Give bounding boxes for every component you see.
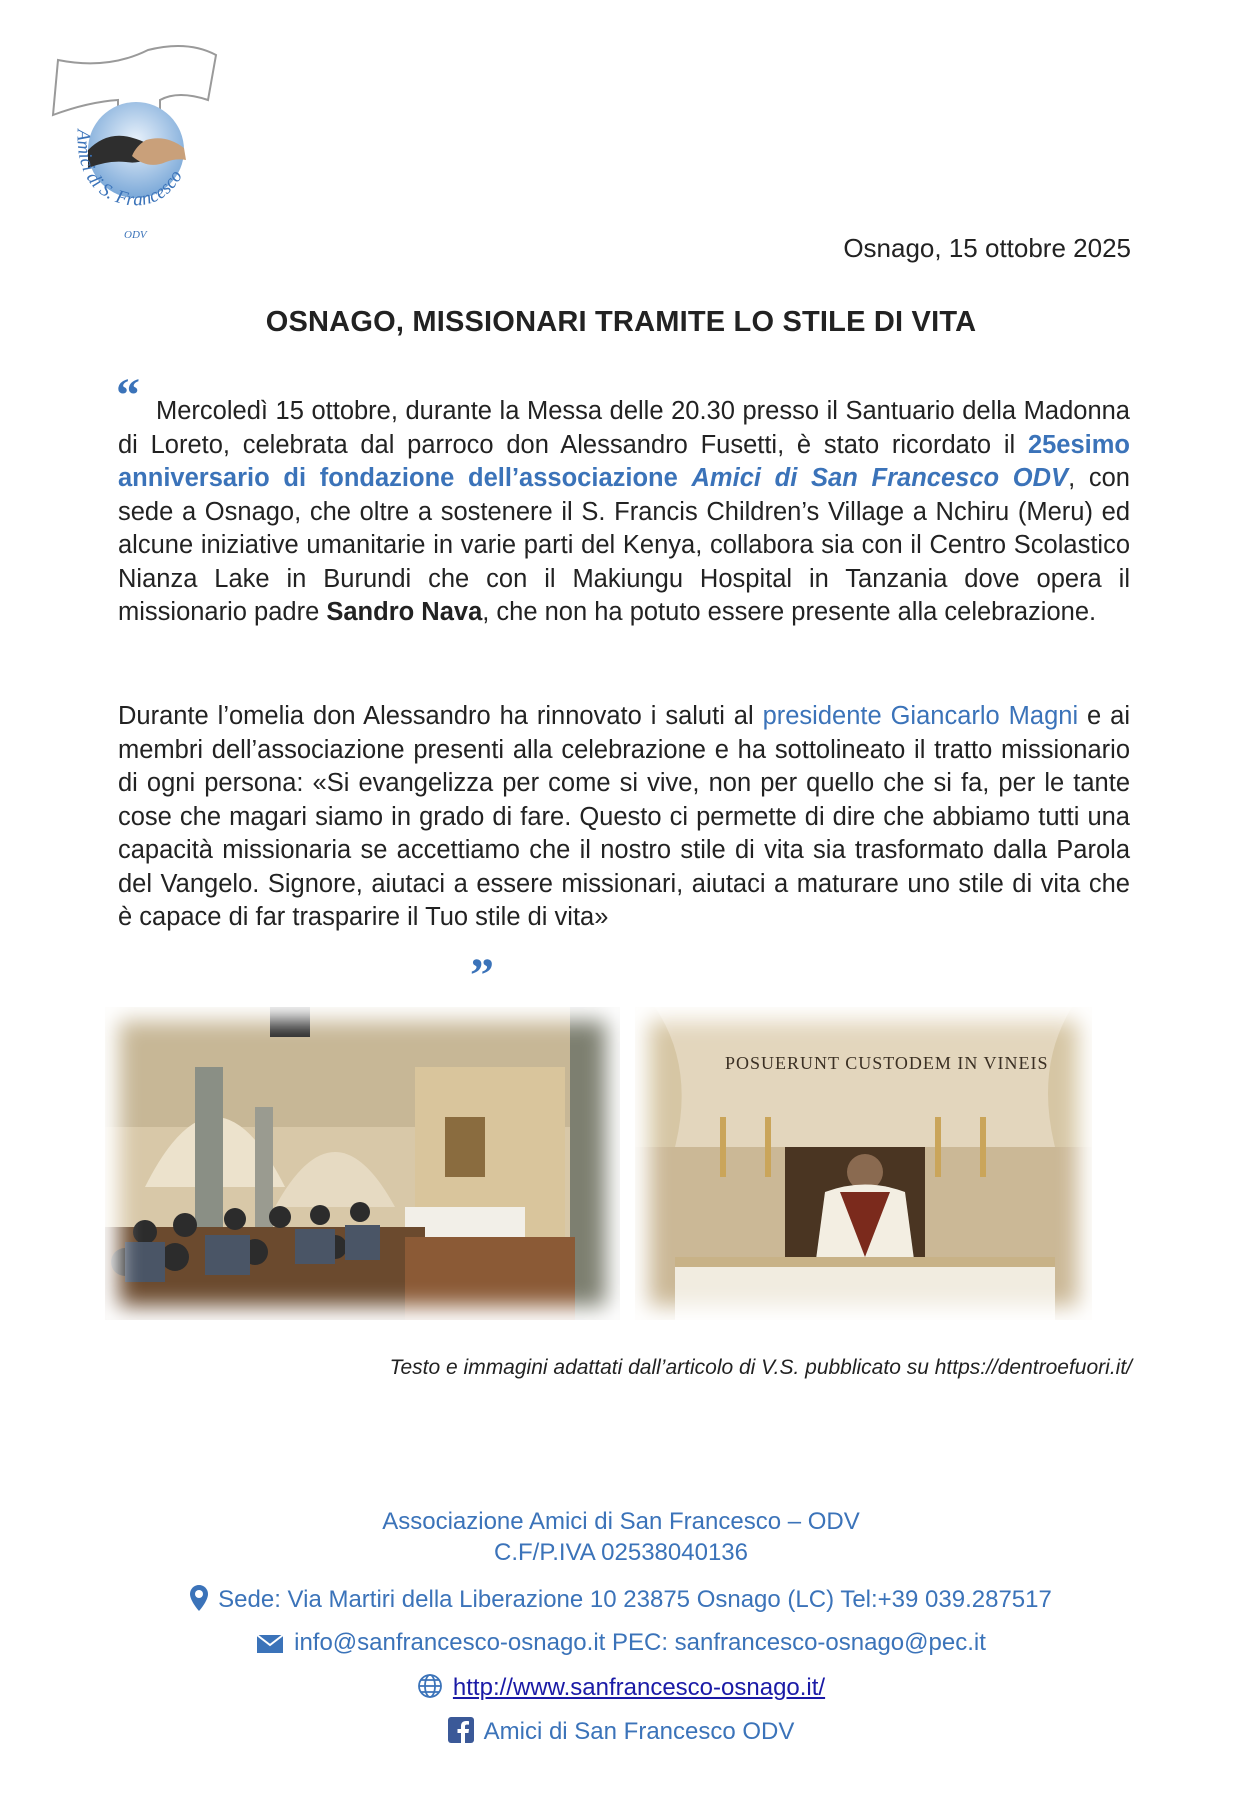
footer-org-name: Associazione Amici di San Francesco – ODV [382,1508,860,1535]
open-quote-mark: “ [116,369,140,422]
footer-vat: C.F/P.IVA 02538040136 [494,1539,748,1566]
logo-text: Amici di S. Francesco [72,129,187,211]
document-date: Osnago, 15 ottobre 2025 [843,233,1131,263]
facebook-icon [448,1717,474,1750]
footer-email[interactable]: info@sanfrancesco-osnago.it PEC: sanfrancesco-osnago@pec.it [294,1629,986,1656]
church-interior-photo [105,1007,620,1320]
footer-website-link[interactable]: http://www.sanfrancesco-osnago.it/ [452,1674,826,1701]
footer-email-line [0,1629,1242,1661]
association-logo [48,30,223,255]
p1-text-a: Mercoledì 15 ottobre, durante la Messa delle 20.30 presso il Santuario della Madonna di Loreto, celebrata dal parroco don Alessandro Fusetti, è stato ricordato il [118,397,1130,459]
footer-facebook[interactable]: Amici di San Francesco ODV [483,1718,795,1745]
tau-logo-graphic [48,30,223,255]
footer-facebook-line [0,1717,1242,1750]
p2-text-a: Durante l’omelia don Alessandro ha rinnovato i saluti al [118,702,763,730]
altar-mass-photo [635,1007,1092,1320]
p1-text-f: , che non ha potuto essere presente alla celebrazione. [482,598,1097,626]
globe-icon [417,1673,443,1706]
footer-website-line [0,1673,1242,1706]
logo-subtext: ODV [124,229,147,241]
location-pin-icon [190,1585,208,1618]
close-quote-mark: ” [470,949,494,1002]
p2-text-c: e ai membri dell’associazione presenti alla celebrazione e ha sottolineato il tratto missionario di ogni persona: «Si evangelizza per come si vive, non per quello che si fa, per le tante cose che magari siamo in grado di fare. Questo ci permette di dire che abbiamo tutti una capacità missionaria se accettiamo che il nostro stile di vita sia trasformato dalla Parola del Vangelo. Signore, aiutaci a essere missionari, aiutaci a maturare uno stile di vita che è capace di far trasparire il Tuo stile di vita» [118,702,1131,931]
article-paragraph-1 [118,395,1130,630]
p1-text-d: , con sede a Osnago, che oltre a sostenere il S. Francis Children’s Village a Nchiru (Meru) ed alcune iniziative umanitarie in varie parti del Kenya, collabora sia con il Centro Scolastico Nianza Lake in Burundi che con il Makiungu Hospital in Tanzania dove opera il missionario padre [118,464,1130,626]
p1-anniversary-highlight: 25esimo anniversario di fondazione dell’associazione [118,430,1130,492]
article-paragraph-2 [118,700,1130,935]
photo-caption: Testo e immagini adattati dall’articolo di V.S. pubblicato su https://dentroefuori.it/ [389,1356,1132,1379]
p1-missionary-name: Sandro Nava [326,598,483,626]
p2-president-name: presidente Giancarlo Magni [762,702,1079,730]
footer-address: Sede: Via Martiri della Liberazione 10 23875 Osnago (LC) Tel:+39 039.287517 [218,1586,1052,1613]
footer-address-line [0,1585,1242,1618]
envelope-icon [256,1633,284,1661]
p1-association-name: Amici di San Francesco ODV [691,464,1069,492]
altar-inscription: POSUERUNT CUSTODEM IN VINEIS [725,1053,1049,1073]
article-title: OSNAGO, MISSIONARI TRAMITE LO STILE DI VITA [265,306,977,338]
